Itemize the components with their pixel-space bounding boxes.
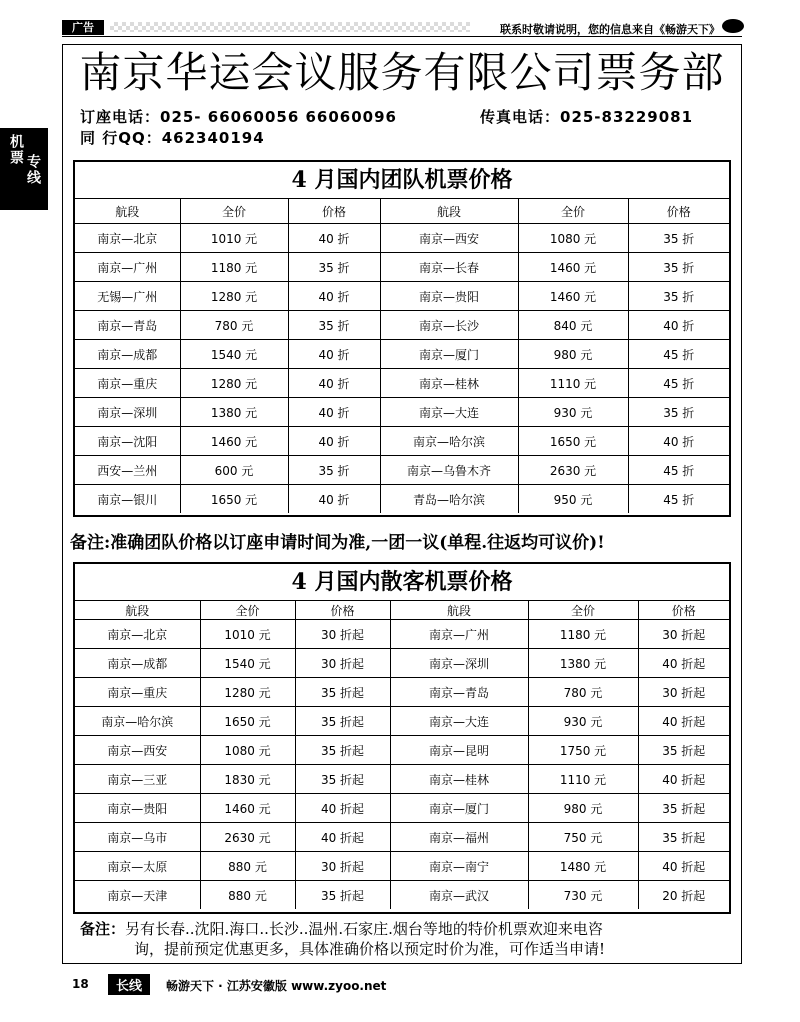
individual-table-cell: 1380 元 xyxy=(528,649,638,678)
individual-note-line1: 另有长春..沈阳.海口..长沙..温州.石家庄.烟台等地的特价机票欢迎来电咨 xyxy=(125,920,603,938)
individual-note-label: 备注： xyxy=(80,920,126,938)
group-table-column-header: 全价 xyxy=(518,199,628,224)
individual-table-column-header: 价格 xyxy=(638,601,729,620)
individual-table-cell: 780 元 xyxy=(528,678,638,707)
group-table-cell: 南京—厦门 xyxy=(380,340,518,369)
group-table-cell: 35 折 xyxy=(628,398,729,427)
group-table-cell: 1280 元 xyxy=(180,369,288,398)
group-table-cell: 1080 元 xyxy=(518,224,628,253)
group-table-cell: 青岛—哈尔滨 xyxy=(380,485,518,514)
group-table-column-header: 价格 xyxy=(628,199,729,224)
side-tab-line2: 专线 xyxy=(25,154,41,186)
group-table-cell: 南京—长春 xyxy=(380,253,518,282)
group-table-cell: 1650 元 xyxy=(518,427,628,456)
individual-table-column-header: 航段 xyxy=(390,601,528,620)
individual-table-cell: 南京—乌市 xyxy=(75,823,200,852)
group-table-cell: 西安—兰州 xyxy=(75,456,180,485)
group-table-cell: 无锡—广州 xyxy=(75,282,180,311)
group-table-cell: 1280 元 xyxy=(180,282,288,311)
individual-table-cell: 1540 元 xyxy=(200,649,295,678)
group-table-cell: 1180 元 xyxy=(180,253,288,282)
group-table-row xyxy=(75,398,729,427)
individual-table-cell: 南京—西安 xyxy=(75,736,200,765)
group-table-cell: 南京—大连 xyxy=(380,398,518,427)
group-table-cell: 1010 元 xyxy=(180,224,288,253)
individual-table-cell: 20 折起 xyxy=(638,881,729,910)
individual-table-row xyxy=(75,852,729,881)
individual-table-cell: 南京—太原 xyxy=(75,852,200,881)
group-table-row xyxy=(75,253,729,282)
individual-table-cell: 南京—大连 xyxy=(390,707,528,736)
group-table-cell: 40 折 xyxy=(288,282,380,311)
individual-table-cell: 南京—南宁 xyxy=(390,852,528,881)
logo-icon xyxy=(722,19,744,33)
company-name: 南京华运会议服务有限公司票务部 xyxy=(79,48,725,97)
individual-table-cell: 35 折起 xyxy=(295,678,390,707)
group-table-cell: 40 折 xyxy=(288,340,380,369)
group-table-cell: 40 折 xyxy=(288,369,380,398)
individual-table-row xyxy=(75,678,729,707)
group-table-cell: 1380 元 xyxy=(180,398,288,427)
group-table-cell: 40 折 xyxy=(288,485,380,514)
individual-table-row xyxy=(75,736,729,765)
individual-table-cell: 40 折起 xyxy=(638,649,729,678)
individual-table-cell: 30 折起 xyxy=(295,620,390,649)
group-table-row xyxy=(75,340,729,369)
group-fare-table xyxy=(73,160,731,517)
individual-table-cell: 30 折起 xyxy=(638,620,729,649)
ad-label: 广告 xyxy=(62,20,104,35)
individual-table-cell: 40 折起 xyxy=(295,823,390,852)
group-table-cell: 南京—北京 xyxy=(75,224,180,253)
individual-table-cell: 南京—福州 xyxy=(390,823,528,852)
group-table-cell: 1540 元 xyxy=(180,340,288,369)
group-table-cell: 南京—哈尔滨 xyxy=(380,427,518,456)
individual-table-cell: 1110 元 xyxy=(528,765,638,794)
group-table-row xyxy=(75,282,729,311)
group-table-cell: 40 折 xyxy=(288,398,380,427)
individual-table-row xyxy=(75,765,729,794)
group-table-cell: 780 元 xyxy=(180,311,288,340)
group-table-cell: 南京—广州 xyxy=(75,253,180,282)
group-table-cell: 南京—重庆 xyxy=(75,369,180,398)
individual-table-cell: 880 元 xyxy=(200,881,295,910)
individual-table-cell: 1650 元 xyxy=(200,707,295,736)
individual-table-cell: 35 折起 xyxy=(295,765,390,794)
individual-table-column-header: 航段 xyxy=(75,601,200,620)
individual-table-cell: 1830 元 xyxy=(200,765,295,794)
individual-table-cell: 1010 元 xyxy=(200,620,295,649)
individual-table-cell: 980 元 xyxy=(528,794,638,823)
individual-table-column-header: 价格 xyxy=(295,601,390,620)
individual-fare-table xyxy=(73,562,731,914)
individual-table-cell: 1480 元 xyxy=(528,852,638,881)
group-table-title: 4 月国内团队机票价格 xyxy=(75,162,729,199)
individual-table-cell: 南京—成都 xyxy=(75,649,200,678)
individual-table-cell: 南京—北京 xyxy=(75,620,200,649)
individual-table-cell: 35 折起 xyxy=(638,736,729,765)
group-table-grid xyxy=(75,199,729,513)
group-table-cell: 1110 元 xyxy=(518,369,628,398)
group-table-cell: 1650 元 xyxy=(180,485,288,514)
individual-table-cell: 880 元 xyxy=(200,852,295,881)
individual-table-cell: 南京—青岛 xyxy=(390,678,528,707)
group-table-cell: 40 折 xyxy=(288,427,380,456)
individual-table-cell: 1080 元 xyxy=(200,736,295,765)
group-table-cell: 南京—乌鲁木齐 xyxy=(380,456,518,485)
individual-table-cell: 南京—深圳 xyxy=(390,649,528,678)
peer-qq: 同 行QQ：462340194 xyxy=(80,129,265,147)
group-table-cell: 45 折 xyxy=(628,456,729,485)
individual-table-cell: 35 折起 xyxy=(295,736,390,765)
group-table-cell: 980 元 xyxy=(518,340,628,369)
individual-table-column-header: 全价 xyxy=(200,601,295,620)
group-table-cell: 600 元 xyxy=(180,456,288,485)
section-label: 长线 xyxy=(108,974,150,995)
group-table-cell: 1460 元 xyxy=(518,253,628,282)
individual-table-cell: 30 折起 xyxy=(638,678,729,707)
group-table-row xyxy=(75,456,729,485)
individual-table-cell: 750 元 xyxy=(528,823,638,852)
individual-table-grid xyxy=(75,601,729,909)
individual-table-column-header: 全价 xyxy=(528,601,638,620)
individual-table-cell: 1180 元 xyxy=(528,620,638,649)
individual-table-cell: 40 折起 xyxy=(638,852,729,881)
group-table-cell: 35 折 xyxy=(628,224,729,253)
individual-table-cell: 南京—重庆 xyxy=(75,678,200,707)
group-table-cell: 45 折 xyxy=(628,369,729,398)
side-tab-line1: 机票 xyxy=(8,134,24,166)
fax-number: 传真电话：025-83229081 xyxy=(480,108,694,126)
individual-table-cell: 40 折起 xyxy=(638,707,729,736)
page-footer xyxy=(62,972,742,994)
group-table-cell: 35 折 xyxy=(288,456,380,485)
individual-table-cell: 南京—武汉 xyxy=(390,881,528,910)
individual-table-cell: 1460 元 xyxy=(200,794,295,823)
individual-table-cell: 35 折起 xyxy=(295,707,390,736)
individual-table-cell: 35 折起 xyxy=(638,823,729,852)
group-table-cell: 930 元 xyxy=(518,398,628,427)
group-table-row xyxy=(75,485,729,514)
individual-table-cell: 南京—哈尔滨 xyxy=(75,707,200,736)
group-table-cell: 950 元 xyxy=(518,485,628,514)
group-table-cell: 南京—贵阳 xyxy=(380,282,518,311)
individual-note-line2: 询，提前预定优惠更多，具体准确价格以预定时价为准，可作适当申请! xyxy=(134,940,606,958)
individual-table-cell: 35 折起 xyxy=(295,881,390,910)
individual-table-row xyxy=(75,620,729,649)
group-table-cell: 南京—成都 xyxy=(75,340,180,369)
group-table-cell: 40 折 xyxy=(628,427,729,456)
individual-table-cell: 南京—桂林 xyxy=(390,765,528,794)
individual-table-cell: 2630 元 xyxy=(200,823,295,852)
checker-pattern xyxy=(110,22,470,32)
group-table-row xyxy=(75,427,729,456)
group-table-cell: 南京—沈阳 xyxy=(75,427,180,456)
group-table-cell: 840 元 xyxy=(518,311,628,340)
individual-table-header-row xyxy=(75,601,729,620)
group-table-cell: 1460 元 xyxy=(180,427,288,456)
individual-table-cell: 30 折起 xyxy=(295,649,390,678)
individual-table-cell: 35 折起 xyxy=(638,794,729,823)
individual-table-cell: 1280 元 xyxy=(200,678,295,707)
individual-table-cell: 930 元 xyxy=(528,707,638,736)
individual-table-title: 4 月国内散客机票价格 xyxy=(75,564,729,601)
individual-table-cell: 南京—三亚 xyxy=(75,765,200,794)
individual-table-cell: 730 元 xyxy=(528,881,638,910)
group-table-cell: 南京—银川 xyxy=(75,485,180,514)
group-table-cell: 45 折 xyxy=(628,340,729,369)
group-table-cell: 南京—西安 xyxy=(380,224,518,253)
group-table-header-row xyxy=(75,199,729,224)
group-table-cell: 35 折 xyxy=(288,253,380,282)
group-table-column-header: 航段 xyxy=(380,199,518,224)
individual-table-cell: 40 折起 xyxy=(295,794,390,823)
side-tab xyxy=(0,128,48,210)
individual-table-cell: 南京—厦门 xyxy=(390,794,528,823)
individual-table-row xyxy=(75,881,729,910)
group-note: 备注:准确团队价格以订座申请时间为准,一团一议(单程.往返均可议价)! xyxy=(70,533,605,553)
group-table-cell: 40 折 xyxy=(628,311,729,340)
individual-table-row xyxy=(75,794,729,823)
group-table-cell: 南京—深圳 xyxy=(75,398,180,427)
contact-note: 联系时敬请说明，您的信息来自《畅游天下》 xyxy=(500,23,720,36)
group-table-column-header: 全价 xyxy=(180,199,288,224)
group-table-cell: 南京—长沙 xyxy=(380,311,518,340)
group-table-cell: 35 折 xyxy=(628,253,729,282)
individual-table-cell: 40 折起 xyxy=(638,765,729,794)
individual-table-row xyxy=(75,707,729,736)
group-table-cell: 1460 元 xyxy=(518,282,628,311)
individual-table-cell: 南京—广州 xyxy=(390,620,528,649)
group-table-cell: 南京—桂林 xyxy=(380,369,518,398)
group-table-cell: 35 折 xyxy=(288,311,380,340)
individual-table-row xyxy=(75,649,729,678)
individual-table-cell: 南京—天津 xyxy=(75,881,200,910)
individual-table-cell: 南京—昆明 xyxy=(390,736,528,765)
publication-line: 畅游天下 · 江苏安徽版 www.zyoo.net xyxy=(166,979,387,993)
group-table-cell: 2630 元 xyxy=(518,456,628,485)
group-table-column-header: 价格 xyxy=(288,199,380,224)
group-table-cell: 40 折 xyxy=(288,224,380,253)
group-table-cell: 45 折 xyxy=(628,485,729,514)
booking-phone: 订座电话：025- 66060056 66060096 xyxy=(80,108,397,126)
group-table-cell: 南京—青岛 xyxy=(75,311,180,340)
individual-table-cell: 1750 元 xyxy=(528,736,638,765)
page-number: 18 xyxy=(72,977,89,991)
individual-note xyxy=(80,919,730,959)
group-table-row xyxy=(75,224,729,253)
individual-table-row xyxy=(75,823,729,852)
individual-table-cell: 南京—贵阳 xyxy=(75,794,200,823)
group-table-column-header: 航段 xyxy=(75,199,180,224)
group-table-row xyxy=(75,311,729,340)
group-table-row xyxy=(75,369,729,398)
group-table-cell: 35 折 xyxy=(628,282,729,311)
individual-table-cell: 30 折起 xyxy=(295,852,390,881)
